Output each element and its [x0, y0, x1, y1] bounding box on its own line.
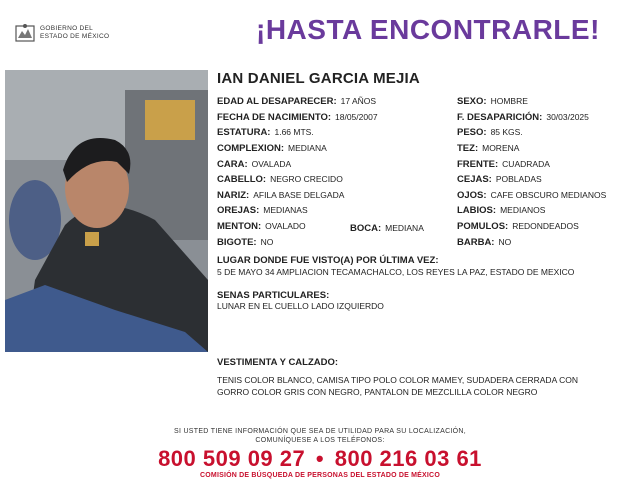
- cejas-label: CEJAS:: [457, 174, 492, 185]
- phone-1[interactable]: 800 509 09 27: [158, 446, 306, 471]
- senas-text: LUNAR EN EL CUELLO LADO IZQUIERDO: [217, 301, 384, 311]
- boca-value: MEDIANA: [385, 223, 424, 233]
- boca-label: BOCA:: [350, 223, 382, 234]
- field-pomulos: [457, 221, 579, 232]
- field-boca: [350, 223, 424, 234]
- headline: ¡HASTA ENCONTRARLE!: [256, 14, 600, 45]
- field-cejas: [457, 174, 542, 185]
- footer-note-2: COMUNÍQUESE A LOS TELÉFONOS:: [255, 437, 385, 444]
- field-tez: [457, 143, 519, 154]
- vestimenta-line-2: GORRO COLOR GRIS CON NEGRO, PANTALON DE MEZCLILLA COLOR NEGRO: [217, 387, 538, 397]
- cejas-value: POBLADAS: [495, 174, 542, 184]
- logo-line-1: GOBIERNO DEL: [40, 25, 94, 32]
- field-nacimiento: [217, 112, 378, 123]
- vestimenta-line-1: TENIS COLOR BLANCO, CAMISA TIPO POLO COLOR MAMEY, SUDADERA CERRADA CON: [217, 375, 579, 385]
- orejas-label: OREJAS:: [217, 205, 260, 216]
- nacimiento-value: 18/05/2007: [335, 112, 378, 122]
- field-orejas: [217, 205, 308, 216]
- menton-value: OVALADO: [265, 221, 306, 231]
- barba-value: NO: [498, 237, 512, 247]
- person-name: IAN DANIEL GARCIA MEJIA: [217, 70, 420, 87]
- phone-separator: •: [315, 446, 325, 471]
- field-menton: [217, 221, 306, 232]
- nacimiento-label: FECHA DE NACIMIENTO:: [217, 112, 331, 123]
- estatura-label: ESTATURA:: [217, 127, 271, 138]
- field-ojos: [457, 190, 606, 201]
- person-photo: [5, 70, 208, 352]
- vestimenta-title: VESTIMENTA Y CALZADO:: [217, 357, 339, 368]
- orejas-value: MEDIANAS: [263, 205, 308, 215]
- bigote-value: NO: [260, 237, 274, 247]
- labios-label: LABIOS:: [457, 205, 497, 216]
- ojos-value: CAFE OBSCURO MEDIANOS: [490, 190, 607, 200]
- field-cabello: [217, 174, 343, 185]
- cara-label: CARA:: [217, 159, 248, 170]
- field-frente: [457, 159, 550, 170]
- nariz-value: AFILA BASE DELGADA: [253, 190, 345, 200]
- frente-value: CUADRADA: [502, 159, 550, 169]
- field-peso: [457, 127, 523, 138]
- lugar-text: 5 DE MAYO 34 AMPLIACION TECAMACHALCO, LOS REYES LA PAZ, ESTADO DE MEXICO: [217, 267, 575, 277]
- frente-label: FRENTE:: [457, 159, 499, 170]
- phone-numbers: [0, 446, 640, 472]
- field-complexion: [217, 143, 327, 154]
- field-cara: [217, 159, 291, 170]
- edad-label: EDAD AL DESAPARECER:: [217, 96, 337, 107]
- field-labios: [457, 205, 545, 216]
- pomulos-value: REDONDEADOS: [512, 221, 579, 231]
- field-sexo: [457, 96, 528, 107]
- field-barba: [457, 237, 511, 248]
- logo-line-2: ESTADO DE MÉXICO: [40, 33, 110, 40]
- government-logo: [14, 20, 124, 46]
- field-nariz: [217, 190, 344, 201]
- labios-value: MEDIANOS: [500, 205, 546, 215]
- edad-value: 17 AÑOS: [340, 96, 377, 106]
- pomulos-label: POMULOS:: [457, 221, 509, 232]
- footer-note-1: SI USTED TIENE INFORMACIÓN QUE SEA DE UTILIDAD PARA SU LOCALIZACIÓN,: [173, 428, 467, 435]
- tez-value: MORENA: [482, 143, 520, 153]
- peso-label: PESO:: [457, 127, 487, 138]
- menton-label: MENTON:: [217, 221, 262, 232]
- commission-name: COMISIÓN DE BÚSQUEDA DE PERSONAS DEL ESTADO DE MÉXICO: [200, 472, 440, 479]
- ojos-label: OJOS:: [457, 190, 487, 201]
- field-estatura: [217, 127, 314, 138]
- edomex-shield-icon: [14, 22, 36, 44]
- desaparicion-value: 30/03/2025: [546, 112, 589, 122]
- cara-value: OVALADA: [251, 159, 292, 169]
- estatura-value: 1.66 MTS.: [274, 127, 314, 137]
- senas-title: SENAS PARTICULARES:: [217, 290, 330, 301]
- complexion-value: MEDIANA: [288, 143, 327, 153]
- tez-label: TEZ:: [457, 143, 479, 154]
- sexo-value: HOMBRE: [490, 96, 528, 106]
- bigote-label: BIGOTE:: [217, 237, 257, 248]
- lugar-title: LUGAR DONDE FUE VISTO(A) POR ÚLTIMA VEZ:: [217, 255, 439, 266]
- barba-label: BARBA:: [457, 237, 495, 248]
- field-desaparicion: [457, 112, 589, 123]
- field-bigote: [217, 237, 273, 248]
- complexion-label: COMPLEXION:: [217, 143, 285, 154]
- cabello-value: NEGRO CRECIDO: [270, 174, 343, 184]
- field-edad: [217, 96, 376, 107]
- nariz-label: NARIZ:: [217, 190, 250, 201]
- cabello-label: CABELLO:: [217, 174, 267, 185]
- phone-2[interactable]: 800 216 03 61: [334, 446, 482, 471]
- peso-value: 85 KGS.: [490, 127, 523, 137]
- sexo-label: SEXO:: [457, 96, 487, 107]
- logo-text: [40, 25, 109, 41]
- desaparicion-label: F. DESAPARICIÓN:: [457, 112, 543, 123]
